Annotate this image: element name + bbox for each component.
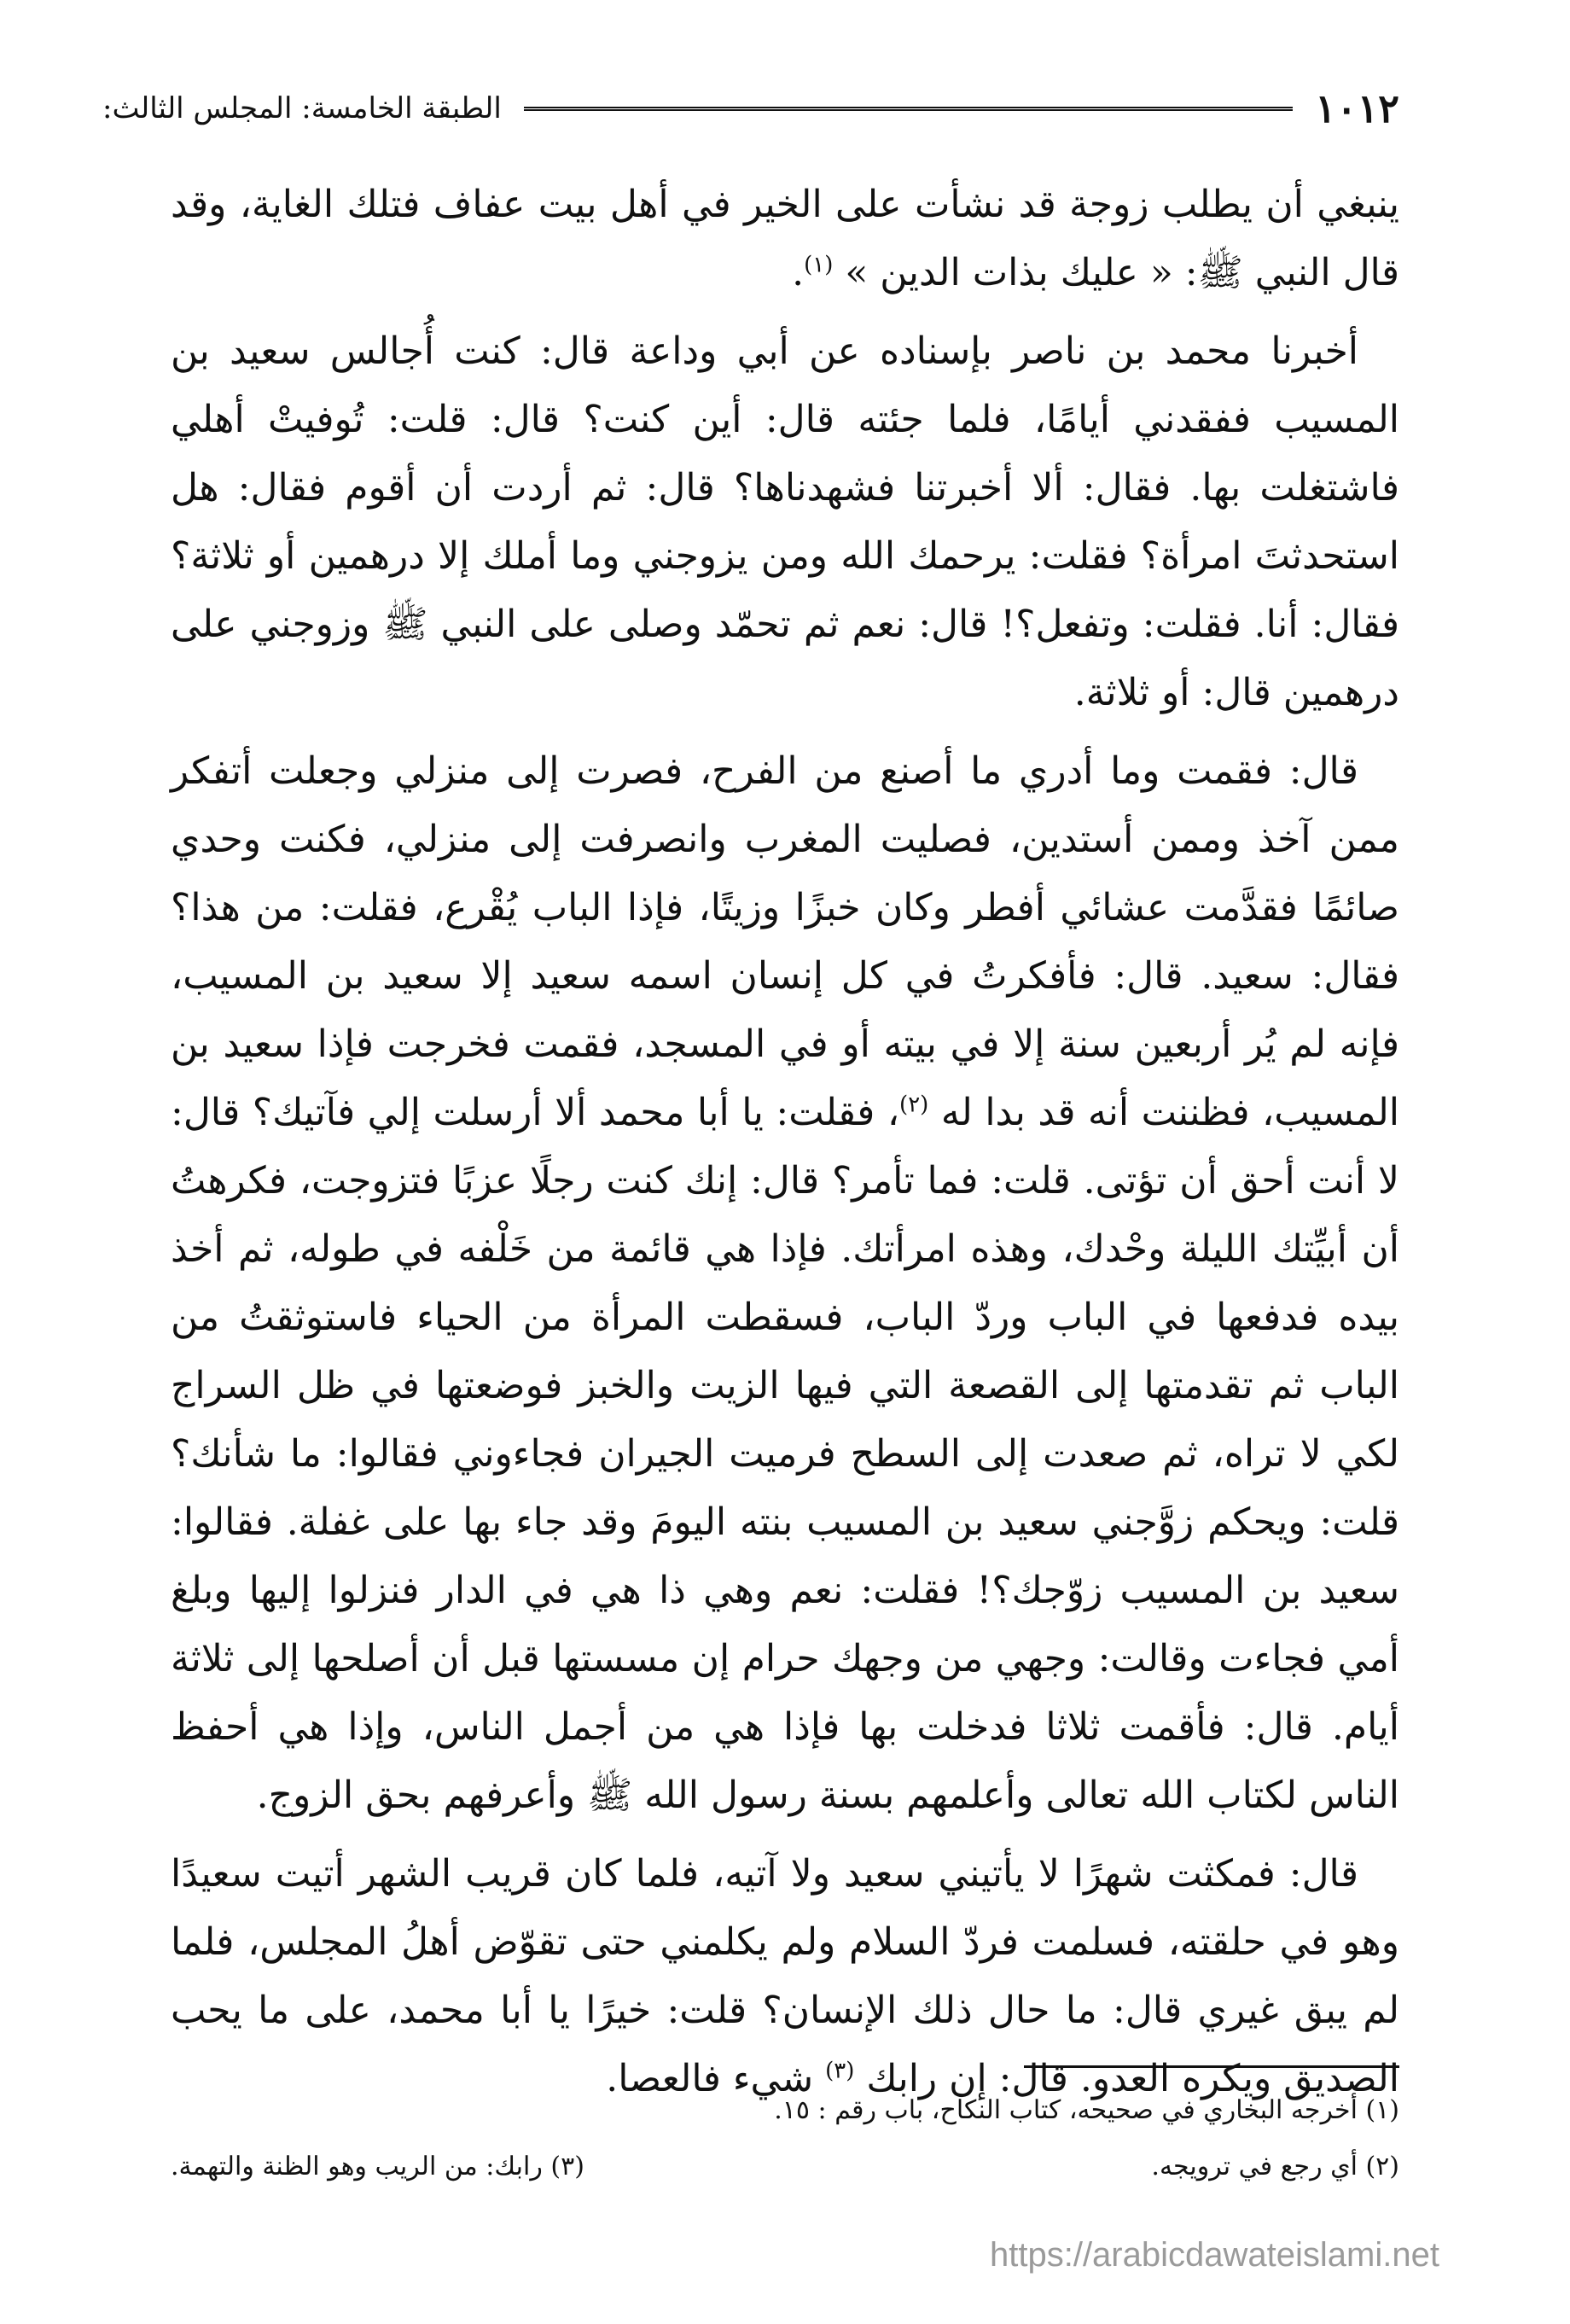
paragraph-text: قال: فمكثت شهرًا لا يأتيني سعيد ولا آتيه، فلما كان قريب الشهر أتيت سعيدًا وهو في حلقته، فسلمت فردّ السلام ولم يكلمني حتى تقوّض أهلُ المجلس، فلما لم يبق غيري قال: ما حال ذلك الإنسان؟ قلت: خيرًا يا أبا محمد، على ما يحب الصديق ويكره العدو. قال: إن رابك	[171, 1852, 1399, 2100]
paragraph-text: شيء فالعصا.	[606, 2057, 814, 2100]
footnote-marker: (١)	[804, 252, 834, 278]
footnote: (٢) أي رجع في ترويجه.	[1151, 2152, 1399, 2181]
footnote-marker: (٣)	[825, 2058, 855, 2084]
footnote-rule	[1024, 2065, 1399, 2068]
running-head: الطبقة الخامسة: المجلس الثالث:	[102, 91, 502, 125]
footnotes	[171, 2082, 1399, 2195]
watermark-url: https://arabicdawateislami.net	[990, 2236, 1439, 2274]
main-text	[171, 171, 1399, 2123]
page-header	[102, 79, 1399, 138]
paragraph-text: ينبغي أن يطلب زوجة قد نشأت على الخير في أهل بيت عفاف فتلك الغاية، وقد قال النبي ﷺ: « عليك بذات الدين »	[171, 183, 1399, 294]
footnote: (١) أخرجه البخاري في صحيحه، كتاب النكاح، باب رقم : ١٥.	[774, 2095, 1399, 2125]
paragraph: أخبرنا محمد بن ناصر بإسناده عن أبي وداعة قال: كنت أُجالس سعيد بن المسيب ففقدني أيامًا، فلما جئته قال: أين كنت؟ قال: قلت: تُوفيتْ أهلي فاشتغلت بها. فقال: ألا أخبرتنا فشهدناها؟ قال: ثم أردت أن أقوم فقال: هل استحدثتَ امرأة؟ فقلت: يرحمك الله ومن يزوجني وما أملك إلا درهمين أو ثلاثة؟ فقال: أنا. فقلت: وتفعل؟! قال: نعم ثم تحمّد وصلى على النبي ﷺ وزوجني على درهمين قال: أو ثلاثة.	[171, 329, 1399, 714]
footnote-row	[171, 2139, 1399, 2195]
paragraph-text: قال: فقمت وما أدري ما أصنع من الفرح، فصرت إلى منزلي وجعلت أتفكر ممن آخذ وممن أستدين، فصليت المغرب وانصرفت إلى منزلي، فكنت وحدي صائمًا فقدَّمت عشائي أفطر وكان خبزًا وزيتًا، فإذا الباب يُقْرع، فقلت: من هذا؟ فقال: سعيد. قال: فأفكرتُ في كل إنسان اسمه سعيد إلا سعيد بن المسيب، فإنه لم يُر أربعين سنة إلا في بيته أو في المسجد، فقمت فخرجت فإذا سعيد بن المسيب، فظننت أنه قد بدا له	[171, 749, 1399, 1134]
paragraph	[171, 1840, 1399, 2113]
paragraph: ينبغي أن يطلب زوجة قد نشأت على الخير في أهل بيت عفاف فتلك الغاية، وقد قال النبي ﷺ: « عليك بذات الدين » $^{(١)}$.	[171, 183, 1399, 294]
paragraph-text: ، فقلت: يا أبا محمد ألا أرسلت إلي فآتيك؟ قال: لا أنت أحق أن تؤتى. قلت: فما تأمر؟ قال: إنك كنت رجلًا عزبًا فتزوجت، فكرهتُ أن أبيِّتك الليلة وحْدك، وهذه امرأتك. فإذا هي قائمة من خَلْفه في طوله، ثم أخذ بيده فدفعها في الباب وردّ الباب، فسقطت المرأة من الحياء فاستوثقتُ من الباب ثم تقدمتها إلى القصعة التي فيها الزيت والخبز فوضعتها في ظل السراج لكي لا تراه، ثم صعدت إلى السطح فرميت الجيران فجاءوني فقالوا: ما شأنك؟ قلت: ويحكم زوَّجني سعيد بن المسيب بنته اليومَ وقد جاء بها على غفلة. فقالوا: سعيد بن المسيب زوّجك؟! فقلت: نعم وهي ذا هي في الدار فنزلوا إليها وبلغ أمي فجاءت وقالت: وجهي من وجهك حرام إن مسستها قبل أن أصلحها إلى ثلاثة أيام. قال: فأقمت ثلاثا فدخلت بها فإذا هي من أجمل الناس، وإذا هي أحفظ الناس لكتاب الله تعالى وأعلمهم بسنة رسول الله ﷺ وأعرفهم بحق الزوج.	[171, 1091, 1399, 1817]
footnote: (٣) رابك: من الريب وهو الظنة والتهمة.	[171, 2152, 584, 2181]
header-rule	[524, 107, 1293, 111]
paragraph	[171, 737, 1399, 1830]
page-number: ١٠١٢	[1315, 85, 1399, 131]
footnote-marker: (٢)	[899, 1092, 929, 1118]
